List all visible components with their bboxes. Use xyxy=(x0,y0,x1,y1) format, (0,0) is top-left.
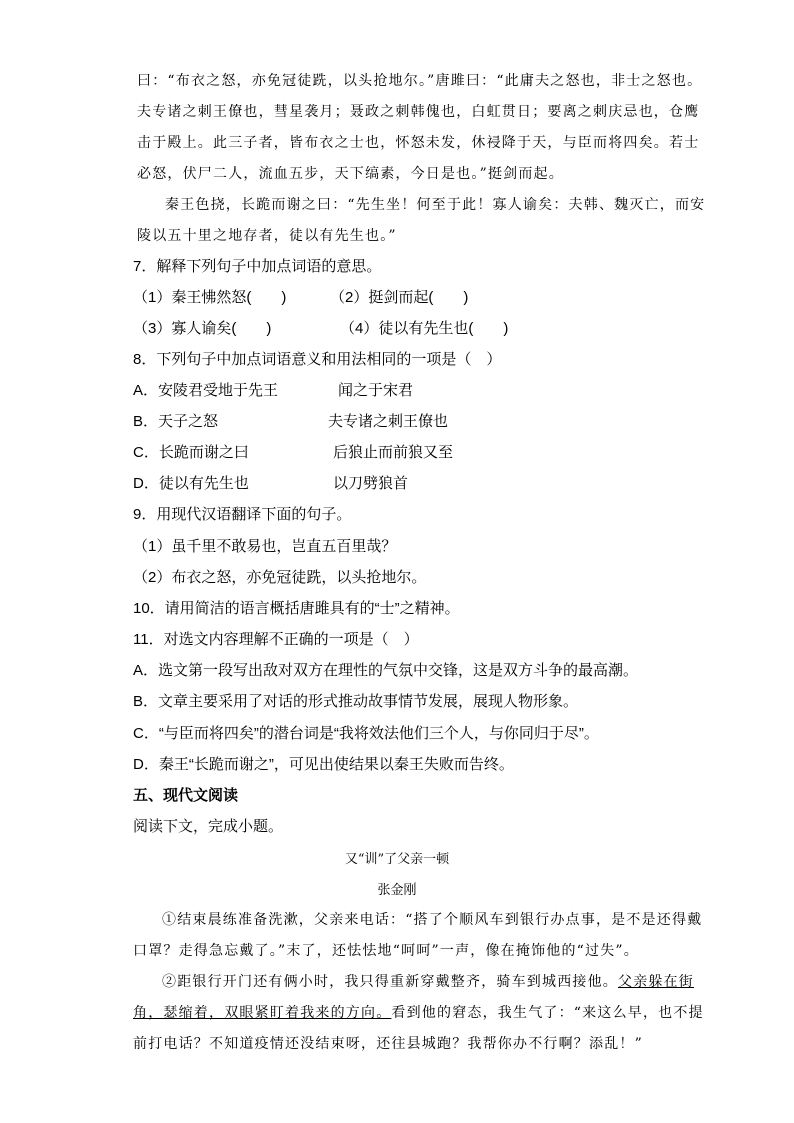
article-author: 张金刚 xyxy=(377,883,417,898)
passage-line: 曰：“布衣之怒，亦免冠徒跣，以头抢地尔。”唐雎曰：“此庸夫之怒也，非士之怒也。 xyxy=(137,73,703,89)
question-10-stem: 10．请用简洁的语言概括唐雎具有的“士”之精神。 xyxy=(133,600,460,617)
question-11-option-a: A．选文第一段写出敌对双方在理性的气氛中交锋，这是双方斗争的最高潮。 xyxy=(133,662,639,679)
question-7-item-1: （1）秦王怫然怒( ) xyxy=(133,289,287,306)
question-8-option-c-compare: 后狼止而前狼又至 xyxy=(333,444,454,461)
article-title: 又“训”了父亲一顿 xyxy=(344,852,450,867)
article-line: ①结束晨练准备洗漱，父亲来电话：“搭了个顺风车到银行办点事，是不是还得戴 xyxy=(162,912,703,928)
passage-line: 秦王色挠，长跪而谢之曰：“先生坐！何至于此！寡人谕矣：夫韩、魏灭亡，而安 xyxy=(165,197,706,213)
question-8-stem: 8．下列句子中加点词语意义和用法相同的一项是（ ） xyxy=(133,351,502,368)
passage-line: 陵以五十里之地存者，徒以有先生也。” xyxy=(137,228,397,244)
article-line: 前打电话？不知道疫情还没结束呀，还往县城跑？我帮你办不行啊？添乱！” xyxy=(133,1036,643,1052)
section-intro: 阅读下文，完成小题。 xyxy=(133,818,284,835)
question-9-stem: 9．用现代汉语翻译下面的句子。 xyxy=(133,506,352,523)
question-8-option-b: B．天子之怒 xyxy=(133,413,219,430)
passage-line: 必怒，伏尸二人，流血五步，天下缟素，今日是也。”挺剑而起。 xyxy=(137,166,564,182)
section-heading: 五、现代文阅读 xyxy=(133,787,239,804)
question-8-option-d-compare: 以刀劈狼首 xyxy=(333,475,409,492)
article-line: 口罩？走得急忘戴了。”末了，还怯怯地“呵呵”一声，像在掩饰他的“过失”。 xyxy=(133,943,639,959)
question-8-option-a-compare: 闻之于宋君 xyxy=(338,382,414,399)
question-11-option-b: B．文章主要采用了对话的形式推动故事情节发展，展现人物形象。 xyxy=(133,693,579,710)
question-11-option-d: D．秦王“长跪而谢之”，可见出使结果以秦王失败而告终。 xyxy=(133,756,514,773)
question-8-option-d: D．徒以有先生也 xyxy=(133,475,249,492)
question-8-option-c: C．长跪而谢之曰 xyxy=(133,444,249,461)
passage-line: 夫专诸之刺王僚也，彗星袭月；聂政之刺韩傀也，白虹贯日；要离之刺庆忌也，仓鹰 xyxy=(137,104,700,120)
underlined-text: 父亲躲在街 xyxy=(618,974,694,990)
question-8-option-a: A．安陵君受地于先王 xyxy=(133,382,279,399)
question-7-stem: 7．解释下列句子中加点词语的意思。 xyxy=(133,258,382,275)
question-8-option-b-compare: 夫专诸之刺王僚也 xyxy=(328,413,449,430)
question-11-option-c: C．“与臣而将四矣”的潜台词是“我将效法他们三个人，与你同归于尽”。 xyxy=(133,725,599,742)
passage-line: 击于殿上。此三子者，皆布衣之士也，怀怒未发，休祲降于天，与臣而将四矣。若士 xyxy=(137,135,700,151)
article-text: ②距银行开门还有俩小时，我只得重新穿戴整齐，骑车到城西接他。 xyxy=(162,974,618,990)
article-line xyxy=(133,1002,704,1022)
question-7-item-2: （2）挺剑而起( ) xyxy=(330,289,469,306)
question-7-item-4: （4）徒以有先生也( ) xyxy=(340,320,509,337)
question-11-stem: 11．对选文内容理解不正确的一项是（ ） xyxy=(133,631,419,648)
question-7-item-3: （3）寡人谕矣( ) xyxy=(133,320,272,337)
underlined-text: 角，瑟缩着，双眼紧盯着我来的方向。 xyxy=(133,1005,392,1021)
article-text: 看到他的窘态，我生气了：“来这么早，也不提 xyxy=(391,1005,704,1021)
question-9-item-1: （1）虽千里不敢易也，岂直五百里哉？ xyxy=(133,538,397,555)
article-line xyxy=(162,971,694,991)
question-9-item-2: （2）布衣之怒，亦免冠徒跣，以头抢地尔。 xyxy=(133,569,427,586)
